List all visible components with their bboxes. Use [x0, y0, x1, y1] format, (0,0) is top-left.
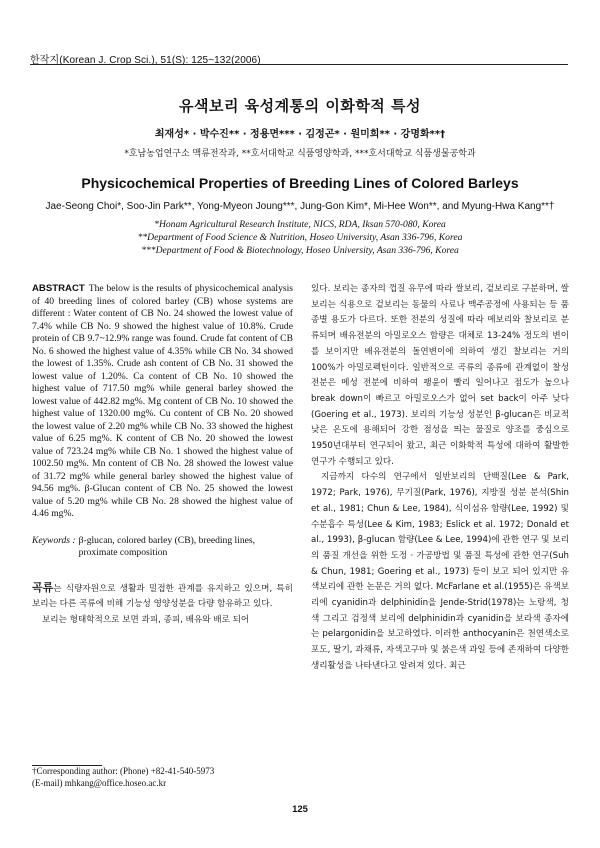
left-column — [32, 283, 293, 628]
keywords-text: β-glucan, colored barley (CB), breeding lines, proximate composition — [78, 534, 256, 558]
right-column — [311, 282, 569, 675]
keywords — [32, 535, 293, 560]
body-paragraph-2: 지금까지 다수의 연구에서 일반보리의 단백질(Lee & Park, 1972; Park, 1976), 무기질(Park, 1976), 지방질 성분 분석(Shin et al., 1981; Chun & Lee, 1984), 식이섬유 함량(Lee, 1992) 및 수분흡수 특성(Lee & Kim, 1983; Eslick et al. 1972; Donald et al., 1993), β-glucan 함량(Lee & Lee, 1994)에 관한 연구 및 보리의 품질 개선을 위한 도정 · 가공방법 및 품질 특성에 관한 연구(Suh & Chun, 1981; Goering et al., 1973) 등이 보고 되어 있지만 유색보리에 관한 논문은 거의 없다. McFarlane et al.(1955)은 유색보리에 cyanidin과 delphinidin을 Jende-Strid(1978)는 노랑색, 청색 그리고 검정색 보리에 delphinidin과 cyanidin을 보라색 종자에는 pelargonidin을 보고하였다. 이러한 anthocyanin은 천연색소로 포도, 딸기, 과채류, 자색고구마 및 붉은색 과일 등에 존재하여 다양한 생리활성을 나타낸다고 알려져 있다. 최근 — [311, 472, 569, 671]
journal-header: 한작지(Korean J. Crop Sci.), 51(S): 125~132(2006) — [30, 55, 261, 66]
header-rule — [30, 64, 568, 65]
intro-paragraph-1-text: 는 식량자원으로 생활과 밀접한 관계를 유지하고 있으며, 특히 보리는 다른 곡류에 비해 기능성 영양성분을 다량 함유하고 있다. — [32, 583, 293, 609]
intro-lead-word: 곡류 — [32, 580, 54, 594]
authors-korean: 최재성* · 박수진** · 정용면*** · 김정곤* · 원미희** · 강명화**† — [154, 129, 446, 140]
affiliation-biotechnology: ***Department of Food & Biotechnology, Hoseo University, Asan 336-796, Korea — [141, 245, 459, 256]
abstract-text: The below is the results of physicochemical analysis of 40 breeding lines of colored barley (CB) whose systems are different : Water content of CB No. 24 showed the lowest value of 7.4% while CB No. 9 showed the highest value of 10.8%. Crude protein of CB 9.7~12.9% range was found. Crude fat content of CB No. 6 showed the highest value of 4.35% while CB No. 34 showed the lowest of 1.35%. Crude ash content of CB No. 31 showed the lowest value of 1.20%. Ca content of CB No. 10 showed the highest value of 717.50 mg% while general barley showed the lowest value of 442.82 mg%. Mg content of CB No. 10 showed the highest value of 1320.00 mg%. Cu content of CB No. 20 showed the lowest value of 2.20 mg% while CB No. 33 showed the highest value of 6.25 mg%. K content of CB No. 20 showed the lowest value of 723.24 mg% while CB No. 1 showed the highest value of 1002.50 mg%. Mn content of CB No. 28 showed the lowest value of 31.72 mg% while general barley showed the highest value of 94.56 mg%. β-Glucan content of CB No. 25 showed the lowest value of 5.20 mg% while CB No. 28 showed the highest value of 4.46 mg%. — [32, 283, 293, 519]
introduction — [32, 580, 293, 629]
intro-paragraph-2: 보리는 형태학적으로 보면 과피, 종피, 배유와 배로 되어 — [42, 614, 250, 625]
paper-title-english: Physicochemical Properties of Breeding Lines of Colored Barleys — [81, 175, 519, 191]
abstract — [32, 283, 293, 521]
intro-paragraph-1 — [32, 580, 293, 613]
footnote-email: (E-mail) mhkang@office.hoseo.ac.kr — [32, 778, 167, 788]
affiliation-honam: *Honam Agricultural Research Institute, NICS, RDA, Iksan 570-080, Korea — [154, 219, 446, 230]
keywords-label: Keywords : — [32, 534, 76, 546]
affiliation-food-science: **Department of Food Science & Nutrition, Hoseo University, Asan 336-796, Korea — [137, 232, 463, 243]
abstract-heading: ABSTRACT — [32, 283, 85, 294]
page-number: 125 — [292, 804, 308, 815]
affiliations-korean: *호남농업연구소 맥류전작과, **호서대학교 식품영양학과, ***호서대학교 식품생물공학과 — [124, 149, 476, 159]
paper-title-korean: 유색보리 육성계통의 이화학적 특성 — [178, 97, 422, 115]
authors-english: Jae-Seong Choi*, Soo-Jin Park**, Yong-Myeon Joung***, Jung-Gon Kim*, Mi-Hee Won**, and Myung-Hwa Kang**† — [45, 201, 555, 212]
body-paragraph-1: 있다. 보리는 종자의 껍질 유무에 따라 쌀보리, 겉보리로 구분하며, 쌀보리는 식용으로 겉보리는 동물의 사료나 맥주공정에 사용되는 등 품종별 용도가 다르다. 또한 전분의 성질에 따라 메보리와 찰보리로 분류되며 배유전분의 아밀로오스 함량은 대체로 13-24% 정도의 변이를 보이지만 배유전분의 돌연변이에 의하여 생긴 찰보리는 거의 100%가 아밀로펙틴이다. 일반적으로 곡류의 종류에 관계없이 찰성 전분은 메성 전분에 비하여 팽윤이 빨리 일어나고 점도가 높으나 break down이 빠르고 아밀로오스가 없어 set back이 아주 낮다(Goering et al., 1973). 보리의 기능성 성분인 β-glucan은 비교적 낮은 온도에 용해되어 강한 점성을 띄는 물질로 양조를 중심으로 1950년대부터 연구되어 왔고, 최근 이화학적 특성에 대하여 활발한 연구가 수행되고 있다. — [311, 284, 569, 467]
footnote-phone: †Corresponding author: (Phone) +82-41-540-5973 — [32, 766, 215, 776]
corresponding-author-footnote — [32, 765, 214, 789]
